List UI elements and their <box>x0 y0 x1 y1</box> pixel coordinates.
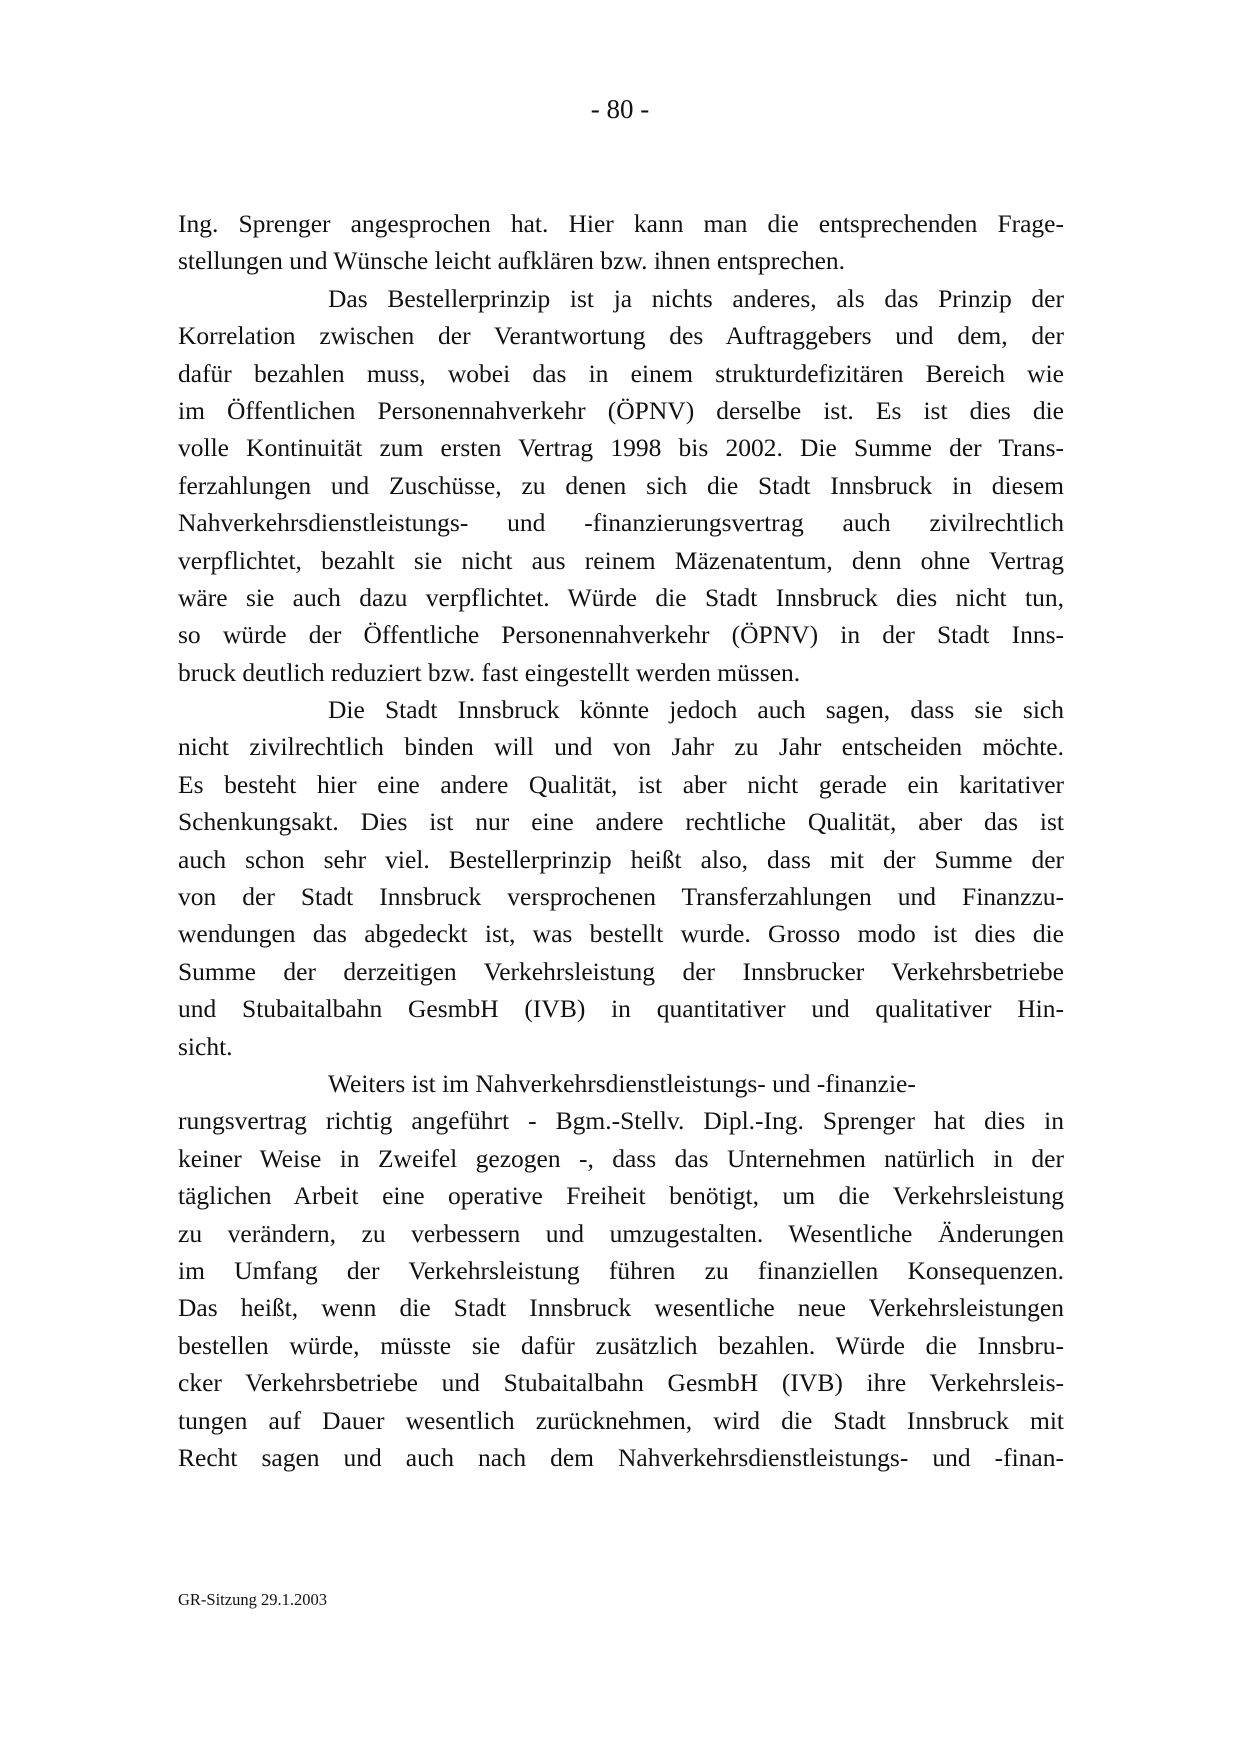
text-line: bestellen würde, müsste sie dafür zusätzlich bezahlen. Würde die Innsbru- <box>178 1330 1064 1360</box>
text-line: cker Verkehrsbetriebe und Stubaitalbahn GesmbH (IVB) ihre Verkehrsleis- <box>178 1368 1064 1398</box>
text-line: ferzahlungen und Zuschüsse, zu denen sich die Stadt Innsbruck in diesem <box>178 470 1064 500</box>
text-line: verpflichtet, bezahlt sie nicht aus reinem Mäzenatentum, denn ohne Vertrag <box>178 545 1064 575</box>
text-line: bruck deutlich reduziert bzw. fast eingestellt werden müssen. <box>178 657 801 687</box>
text-line: Das Bestellerprinzip ist ja nichts anderes, als das Prinzip der <box>328 283 1064 313</box>
text-line: sicht. <box>178 1031 233 1061</box>
text-line: Die Stadt Innsbruck könnte jedoch auch sagen, dass sie sich <box>328 695 1064 725</box>
text-line: Das heißt, wenn die Stadt Innsbruck wesentliche neue Verkehrsleistungen <box>178 1293 1064 1323</box>
text-line: Ing. Sprenger angesprochen hat. Hier kann man die entsprechenden Frage- <box>178 209 1064 238</box>
footer-session-date: GR-Sitzung 29.1.2003 <box>178 1590 327 1609</box>
text-line: Recht sagen und auch nach dem Nahverkehrsdienstleistungs- und -finan- <box>178 1442 1064 1472</box>
text-line: keiner Weise in Zweifel gezogen -, dass das Unternehmen natürlich in der <box>178 1143 1064 1173</box>
text-line: im Umfang der Verkehrsleistung führen zu finanziellen Konsequenzen. <box>178 1255 1064 1285</box>
text-line: dafür bezahlen muss, wobei das in einem strukturdefizitären Bereich wie <box>178 358 1064 388</box>
text-line: auch schon sehr viel. Bestellerprinzip heißt also, dass mit der Summe der <box>178 844 1064 874</box>
text-line: nicht zivilrechtlich binden will und von Jahr zu Jahr entscheiden möchte. <box>178 732 1064 762</box>
page-number: - 80 - <box>590 94 650 124</box>
text-line: wendungen das abgedeckt ist, was bestellt wurde. Grosso modo ist dies die <box>178 919 1064 949</box>
text-line: stellungen und Wünsche leicht aufklären bzw. ihnen entsprechen. <box>178 246 846 276</box>
text-line: tungen auf Dauer wesentlich zurücknehmen, wird die Stadt Innsbruck mit <box>178 1405 1064 1435</box>
text-line: Summe der derzeitigen Verkehrsleistung der Innsbrucker Verkehrsbetriebe <box>178 956 1064 986</box>
text-line: rungsvertrag richtig angeführt - Bgm.-Stellv. Dipl.-Ing. Sprenger hat dies in <box>178 1106 1064 1136</box>
text-line: wäre sie auch dazu verpflichtet. Würde die Stadt Innsbruck dies nicht tun, <box>178 582 1064 612</box>
text-line: so würde der Öffentliche Personennahverkehr (ÖPNV) in der Stadt Inns- <box>178 620 1064 650</box>
body-text <box>178 205 1064 1476</box>
text-line: Es besteht hier eine andere Qualität, ist aber nicht gerade ein karitativer <box>178 769 1064 799</box>
text-line: täglichen Arbeit eine operative Freiheit benötigt, um die Verkehrsleistung <box>178 1181 1064 1211</box>
text-line: Weiters ist im Nahverkehrsdienstleistungs- und -finanzie- <box>328 1068 916 1098</box>
text-line: von der Stadt Innsbruck versprochenen Transferzahlungen und Finanzzu- <box>178 882 1064 912</box>
text-line: Nahverkehrsdienstleistungs- und -finanzierungsvertrag auch zivilrechtlich <box>178 508 1064 538</box>
text-line: volle Kontinuität zum ersten Vertrag 1998 bis 2002. Die Summe der Trans- <box>178 433 1064 463</box>
text-line: zu verändern, zu verbessern und umzugestalten. Wesentliche Änderungen <box>178 1218 1064 1248</box>
text-line: und Stubaitalbahn GesmbH (IVB) in quantitativer und qualitativer Hin- <box>178 994 1064 1024</box>
text-line: im Öffentlichen Personennahverkehr (ÖPNV) derselbe ist. Es ist dies die <box>178 395 1064 425</box>
text-line: Schenkungsakt. Dies ist nur eine andere rechtliche Qualität, aber das ist <box>178 807 1064 837</box>
text-line: Korrelation zwischen der Verantwortung des Auftraggebers und dem, der <box>178 321 1064 351</box>
